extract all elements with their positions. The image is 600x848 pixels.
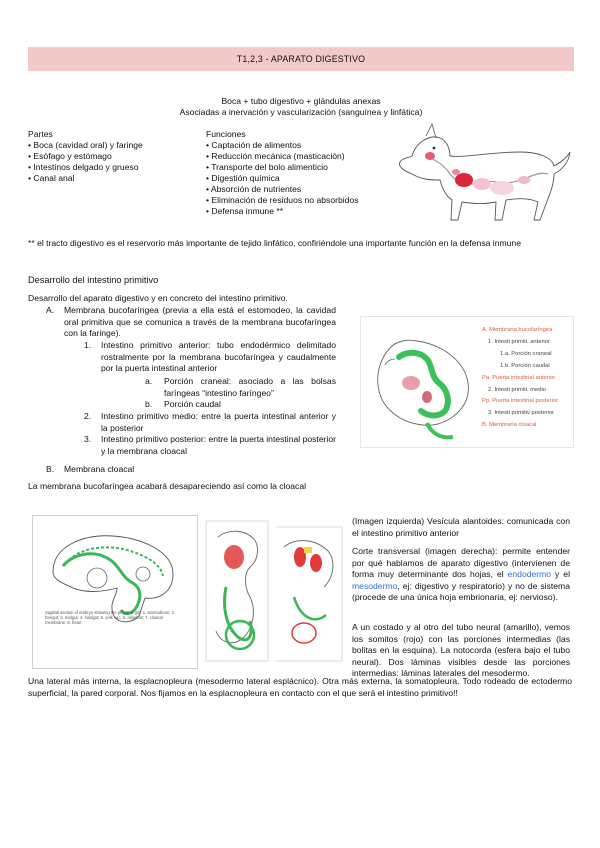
- footnote: ** el tracto digestivo es el reservorio más importante de tejido linfático, confiriéndole una importante función en la defensa inmune: [28, 238, 521, 248]
- partes-item: • Boca (cavidad oral) y faringe: [28, 140, 143, 150]
- endodermo-word: endodermo: [507, 569, 552, 579]
- intro-line-1: Boca + tubo digestivo + glándulas anexas: [221, 96, 381, 106]
- heart-pink: [452, 169, 460, 175]
- p2-text-c: , ej: digestivo y respiratorio) y no de sistema (procede de una única hoja embrionaria, ej: nervioso).: [352, 580, 570, 602]
- heart-circle: [87, 568, 107, 588]
- right-paragraph-2: [352, 546, 570, 604]
- funciones-item: • Absorción de nutrientes: [206, 184, 302, 194]
- liver-red: [455, 173, 473, 187]
- right-green-layer: [294, 597, 326, 619]
- mouth-gland-red: [425, 152, 435, 160]
- right-paragraph-3: A un costado y al otro del tubo neural (amarillo), vemos los somitos (rojo) con las porciones intermedias (las bolitas en la esquina). La notocorda (esfera bajo el tubo neural). Dos láminas visibles desde las porciones intermedias: láminas laterales del mesodermo.: [352, 622, 570, 678]
- item-3-label: 3.: [84, 434, 92, 444]
- embryo-label: B. Membrana cloacal: [482, 422, 537, 429]
- gut-line-green: [63, 554, 140, 614]
- partes-list: [28, 129, 143, 184]
- item-a-label: A.: [46, 305, 55, 315]
- intro-line-2: Asociadas a inervación y vascularización (sanguínea y linfática): [179, 107, 423, 117]
- bottom-paragraph: Una lateral más interna, la esplacnopleura (mesodermo lateral esplácnico). Otra más externa, la somatopleura. Todo rodeado de ectodermo superficial, la pared corporal. Nos fijamos en la esplacnopleura en contacto con el que será el intestino primitivo!!: [28, 676, 572, 698]
- item-3-text: Intestino primitivo posterior: entre la puerta intestinal posterior y la membrana cloacal: [101, 434, 337, 456]
- item-1-label: 1.: [84, 340, 92, 350]
- section-heading: Desarrollo del intestino primitivo: [28, 275, 159, 285]
- dog-digestive-illustration: [390, 122, 572, 222]
- item-1-text: Intestino primitivo anterior: tubo endodérmico delimitado rostralmente por la membrana bucofaríngea y caudalmente por la puerta intestinal anterior: [101, 340, 336, 373]
- figure-caption: Sagittal section of embryo showing the primitive gut; 1. stomodeum; 2. foregut; 3. midgut; 4. hindgut; 5. yolk sac; 6. allantois; 7. cloacal membrane; 8. heart: [45, 610, 176, 626]
- funciones-list: [206, 129, 359, 217]
- dog-illustration-svg: [390, 122, 572, 222]
- left-green-layer: [225, 587, 252, 640]
- item-1b-text: Porción caudal: [164, 399, 221, 409]
- partes-heading: Partes: [28, 129, 53, 139]
- partes-item: • Intestinos delgado y grueso: [28, 162, 139, 172]
- page-title: T1,2,3 - APARATO DIGESTIVO: [236, 54, 366, 64]
- embryo-label: A. Membrana bucofaríngea: [482, 327, 553, 333]
- item-1a-label: a.: [145, 376, 153, 386]
- funciones-item: • Reducción mecánica (masticación): [206, 151, 345, 161]
- item-b-text: Membrana cloacal: [64, 464, 135, 474]
- title-bar: [28, 47, 574, 71]
- head-fold: [385, 359, 395, 365]
- funciones-item: • Defensa inmune **: [206, 206, 284, 216]
- embryo-label: 1.a. Porción craneal: [500, 350, 552, 357]
- funciones-item: • Eliminación de residuos no absorbidos: [206, 195, 359, 205]
- transverse-drawing: [204, 517, 344, 667]
- item-1a-text: Porción craneal: asociado a las bolsas faríngeas “intestino faríngeo”: [164, 376, 336, 398]
- item-2-text: Intestino primitivo medio: entre la puerta intestinal anterior y la posterior: [101, 411, 336, 433]
- embryo-label: 1.b. Porción caudal: [500, 362, 550, 369]
- p2-text-a: Corte transversal (imagen derecha): permite entender por qué hablamos de aparato digestivo (intervienen de forma muy determinante dos hojas, el: [352, 546, 570, 579]
- funciones-item: • Digestión química: [206, 173, 280, 183]
- embryo-label: 1. Intesti primiti. anterior: [488, 338, 550, 345]
- funciones-item: • Captación de alimentos: [206, 140, 302, 150]
- transverse-section-figure: [204, 517, 344, 667]
- right-somite-red: [310, 554, 322, 572]
- partes-item: • Esófago y estómago: [28, 151, 112, 161]
- embryo-label: 2. Intesti primiti. medio: [488, 386, 546, 393]
- left-panel-frame: [206, 521, 268, 661]
- embryo-label: Pp. Puerta intestinal posterior: [482, 398, 559, 405]
- sagittal-section-figure: [32, 515, 198, 669]
- partes-item: • Canal anal: [28, 173, 75, 183]
- dog-eye: [433, 147, 436, 150]
- funciones-item: • Transporte del bolo alimenticio: [206, 162, 328, 172]
- right-paragraph-1: (Imagen izquierda) Vesícula alantoides: comunicada con el intestino primitivo anterior: [352, 516, 570, 538]
- closing-line: La membrana bucofaríngea acabará desapareciendo así como la cloacal: [28, 481, 307, 491]
- item-1b-label: b.: [145, 399, 153, 409]
- colon-pink: [518, 176, 530, 184]
- allantois-circle: [136, 567, 150, 581]
- right-red-ring: [292, 623, 316, 643]
- stomach-pink: [473, 178, 491, 190]
- digestive-tube-line: [430, 158, 548, 184]
- mesodermo-word: mesodermo: [352, 580, 398, 591]
- neural-tube-yellow: [304, 547, 312, 553]
- heart-region: [402, 376, 420, 390]
- liver-region: [422, 391, 432, 403]
- embryo-labels: [482, 325, 558, 432]
- dog-ear: [426, 124, 436, 138]
- embryo-figure: [360, 316, 574, 448]
- item-a-text: Membrana bucofaríngea (previa a ella está el estomodeo, la cavidad oral primitiva que se comunica a través de la membrana bucofaríngea con la faringe).: [64, 305, 336, 338]
- item-2-label: 2.: [84, 411, 92, 421]
- embryo-label: Pa. Puerta intestinal anterior: [482, 374, 556, 381]
- intestine-pink: [490, 181, 514, 195]
- p2-text-b: y el: [551, 569, 570, 579]
- neural-line-green: [69, 547, 163, 576]
- funciones-heading: Funciones: [206, 129, 246, 139]
- embryo-label: 3. Intesti primitiv posterior: [488, 410, 555, 417]
- item-b-label: B.: [46, 464, 55, 474]
- section-lead: Desarrollo del aparato digestivo y en concreto del intestino primitivo.: [28, 293, 288, 303]
- embryo-drawing: [361, 317, 481, 447]
- left-red-mass: [224, 545, 244, 569]
- embryo-body-outline: [53, 536, 173, 622]
